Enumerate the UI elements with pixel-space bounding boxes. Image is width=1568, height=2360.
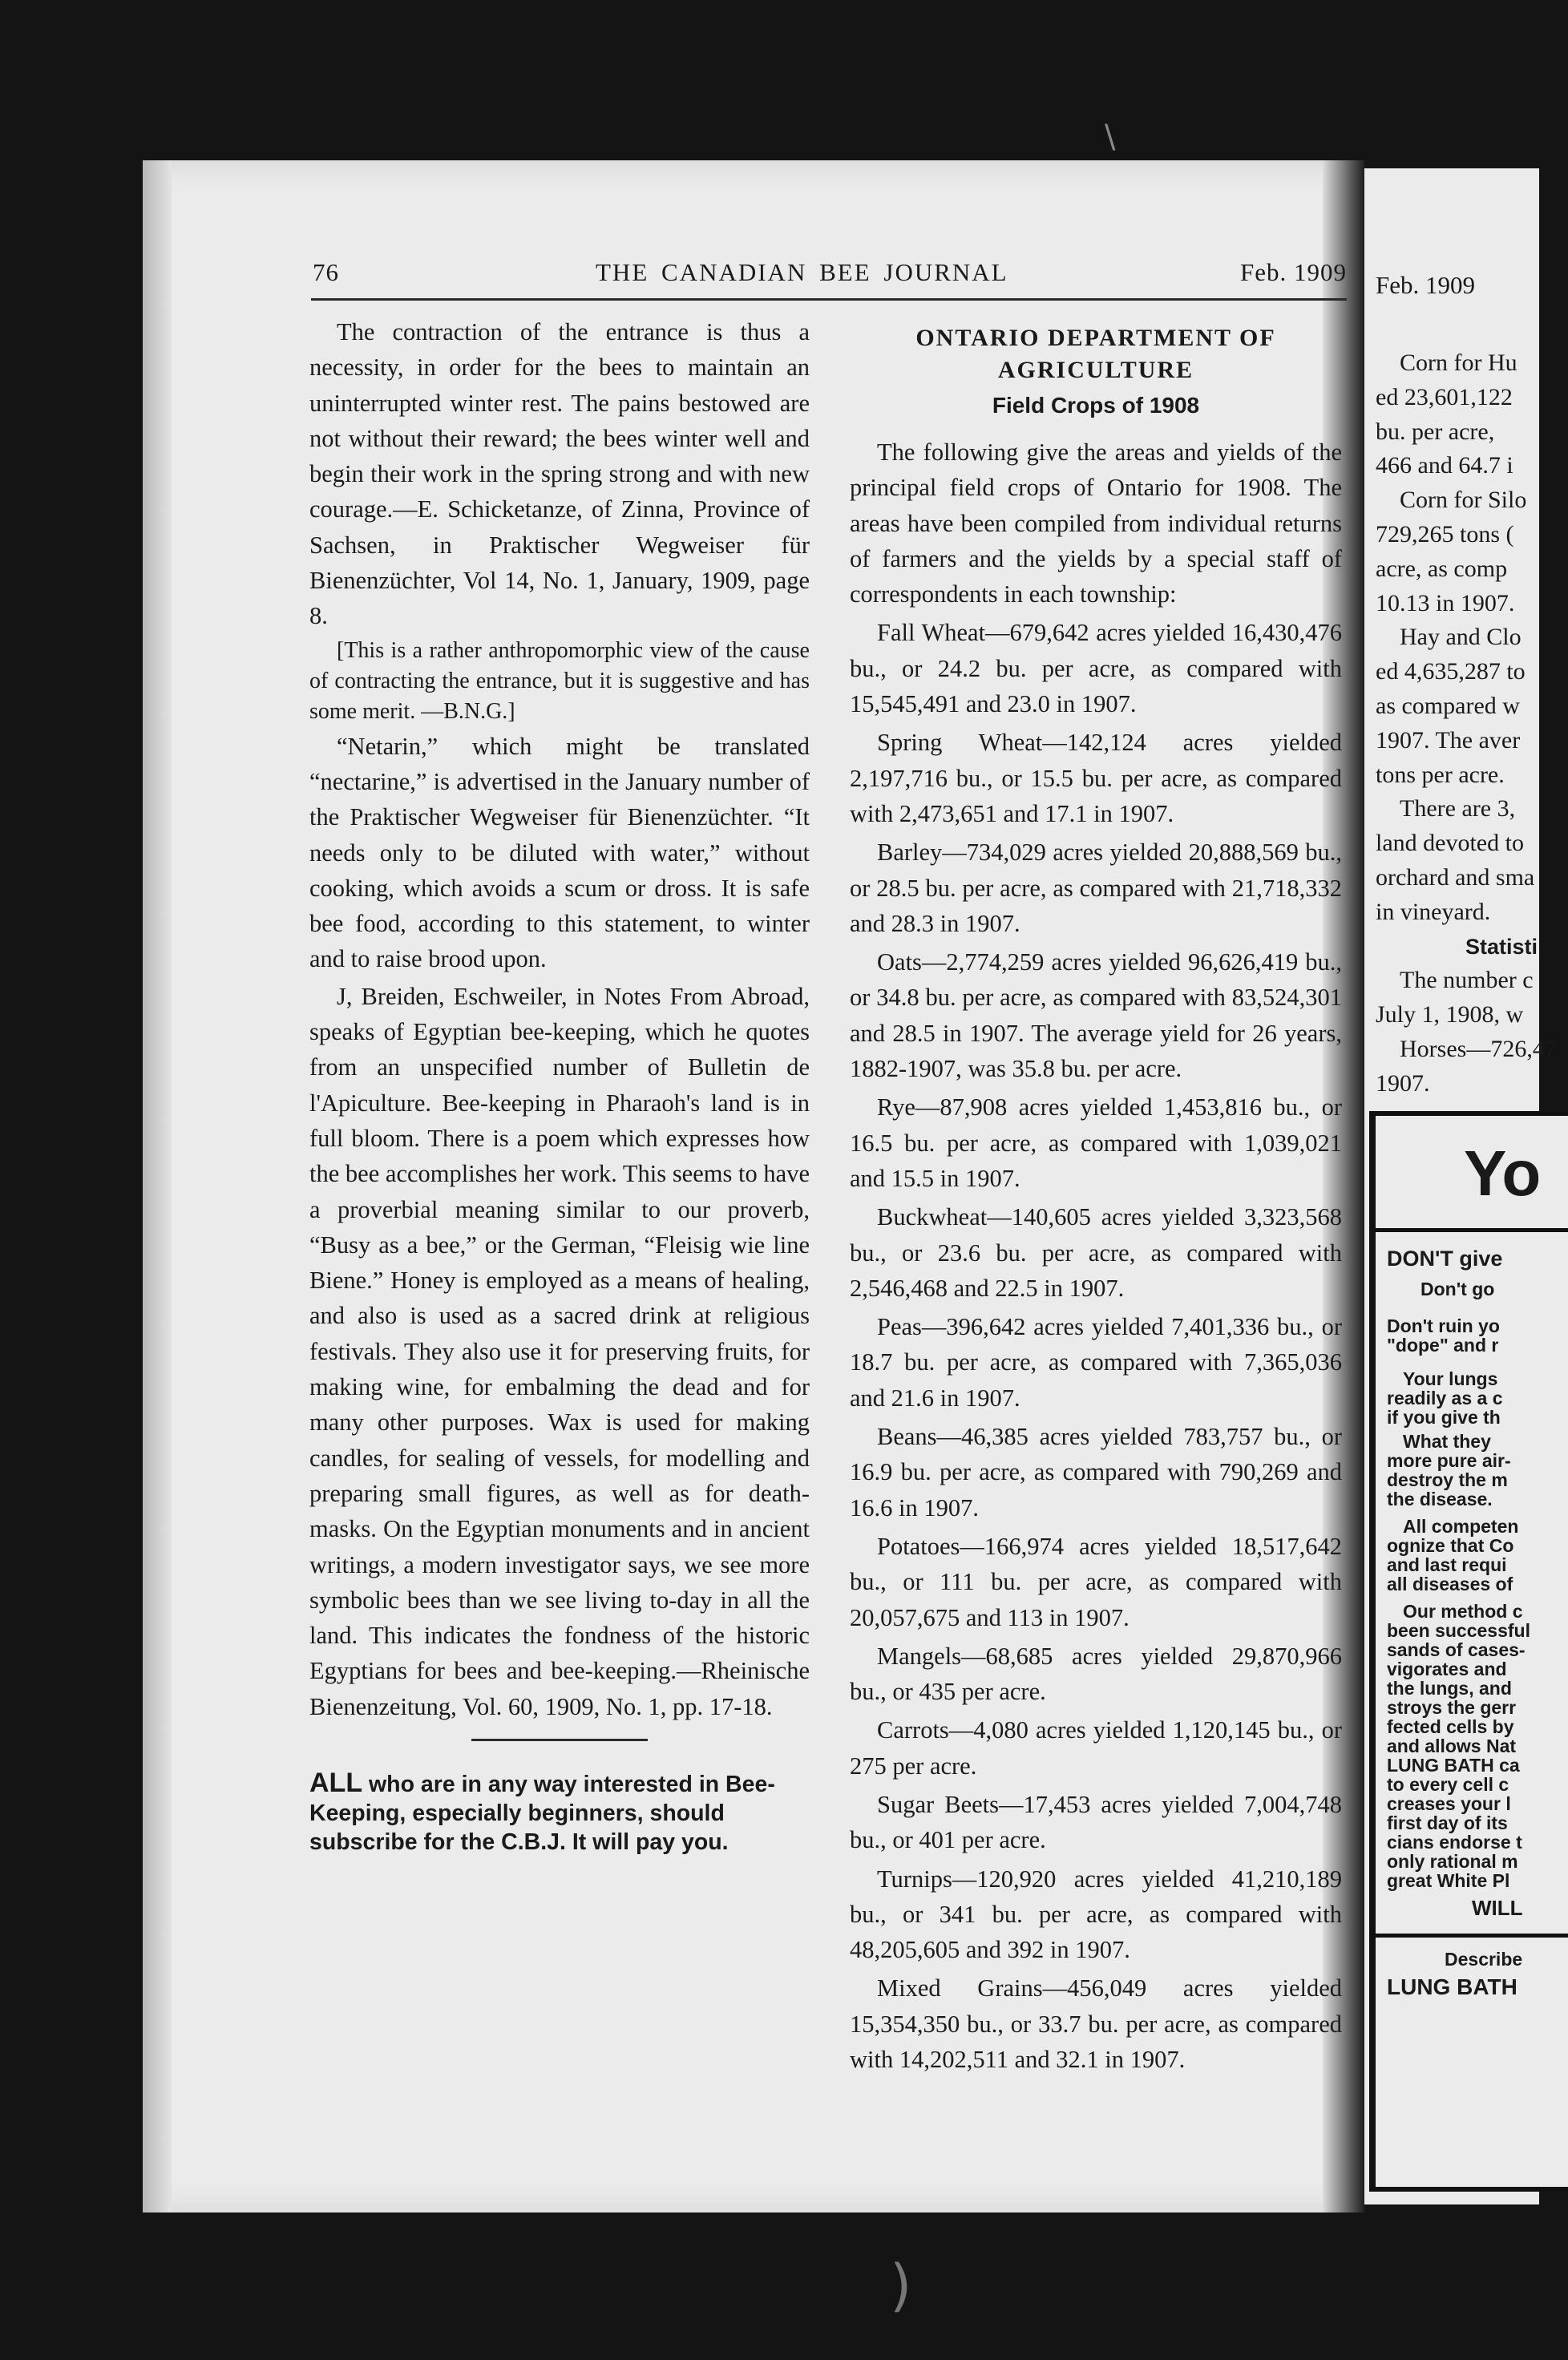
crop-entry: Mixed Grains—456,049 acres yielded 15,354,350 bu., or 33.7 bu. per acre, as compared with 14,202,511 and 32.1 in 1907.: [850, 1974, 1342, 2074]
text-line: as compared w: [1376, 692, 1520, 719]
ad-line: Don't go: [1420, 1279, 1495, 1299]
crop-entry: Peas—396,642 acres yielded 7,401,336 bu., or 18.7 bu. per acre, as compared with 7,365,036 and 21.6 in 1907.: [850, 1313, 1342, 1412]
text-line: 1907.: [1376, 1069, 1430, 1097]
ad-line: the disease.: [1387, 1489, 1493, 1509]
text-line: Corn for Silo: [1400, 487, 1527, 514]
text-line: ed 4,635,287 to: [1376, 658, 1526, 685]
text-line: July 1, 1908, w: [1376, 1001, 1524, 1028]
ad-line: all diseases of: [1387, 1574, 1513, 1594]
page-number: 76: [313, 258, 339, 286]
subscription-notice: [309, 1768, 810, 1857]
ad-line: more pure air-: [1387, 1450, 1511, 1471]
right-page-header: Feb. 1909: [1376, 271, 1475, 299]
advertisement-box: [1369, 1111, 1568, 2192]
ad-line: ognize that Co: [1387, 1535, 1514, 1556]
crop-entry: Buckwheat—140,605 acres yielded 3,323,568 bu., or 23.6 bu. per acre, as compared with 2,546,468 and 22.5 in 1907.: [850, 1203, 1342, 1302]
ad-line: cians endorse t: [1387, 1832, 1522, 1853]
ad-headline: Yo: [1464, 1138, 1542, 1209]
text-line: 729,265 tons (: [1376, 520, 1514, 548]
ad-line: Don't ruin yo: [1387, 1315, 1500, 1336]
ad-line: readily as a c: [1387, 1388, 1503, 1408]
ad-line: What they: [1403, 1431, 1491, 1452]
ad-rule: [1376, 1934, 1568, 1938]
article-paragraph: The contraction of the entrance is thus a necessity, in order for the bees to maintain an uninterrupted winter rest. The pains bestowed are not without their reward; the bees winter well and begin their work in the spring strong and with new courage.—E. Schicketanze, of Zinna, Province of Sachsen, in Praktischer Wegweiser für Bienenzüchter, Vol 14, No. 1, January, 1909, page 8.: [309, 318, 810, 630]
ad-line: and last requi: [1387, 1554, 1507, 1575]
crop-entry: Potatoes—166,974 acres yielded 18,517,642 bu., or 111 bu. per acre, as compared with 20,057,675 and 113 in 1907.: [850, 1532, 1342, 1631]
ad-line: destroy the m: [1387, 1469, 1508, 1490]
ad-line: only rational m: [1387, 1851, 1518, 1872]
section-subheading: Field Crops of 1908: [992, 393, 1200, 418]
right-column: [850, 322, 1342, 2080]
scan-mark: \: [1105, 119, 1116, 156]
section-heading: ONTARIO DEPARTMENT OF AGRICULTURE: [915, 325, 1276, 383]
ad-line: the lungs, and: [1387, 1678, 1512, 1699]
text-line: Horses—726,47: [1400, 1035, 1557, 1062]
ad-line: Describe: [1445, 1949, 1523, 1970]
text-line: Hay and Clo: [1400, 624, 1522, 651]
ad-line: great White Pl: [1387, 1870, 1510, 1891]
text-line: 1907. The aver: [1376, 726, 1521, 754]
text-line: acre, as comp: [1376, 555, 1508, 582]
ad-line: LUNG BATH ca: [1387, 1755, 1520, 1776]
ad-line: "dope" and r: [1387, 1335, 1499, 1356]
text-line: orchard and sma: [1376, 863, 1535, 891]
crop-entry: Spring Wheat—142,124 acres yielded 2,197,716 bu., or 15.5 bu. per acre, as compared with 2,473,651 and 17.1 in 1907.: [850, 729, 1342, 827]
crop-entry: Oats—2,774,259 acres yielded 96,626,419 bu., or 34.8 bu. per acre, as compared with 83,524,301 and 28.5 in 1907. The average yield for 26 years, 1882-1907, was 35.8 bu. per acre.: [850, 948, 1342, 1083]
text-line: land devoted to: [1376, 830, 1524, 857]
intro-paragraph: The following give the areas and yields of the principal field crops of Ontario for 1908. The areas have been compiled from individual returns of farmers and the yields by a special staff of correspondents in each township:: [850, 438, 1342, 608]
text-line: The number c: [1400, 967, 1534, 994]
text-line: tons per acre.: [1376, 761, 1505, 788]
editor-note: [This is a rather anthropomorphic view of the cause of contracting the entrance, but it is suggestive and has some merit. —B.N.G.]: [309, 637, 810, 724]
text-line: There are 3,: [1400, 795, 1516, 822]
ad-line: if you give th: [1387, 1407, 1501, 1428]
ad-line: first day of its: [1387, 1812, 1508, 1833]
section-rule: [471, 1739, 648, 1741]
stat-heading: Statisti: [1465, 934, 1538, 959]
ad-rule: [1376, 1228, 1568, 1232]
text-line: in vineyard.: [1376, 898, 1491, 925]
crop-entry: Beans—46,385 acres yielded 783,757 bu., or 16.9 bu. per acre, as compared with 790,269 and 16.6 in 1907.: [850, 1423, 1342, 1521]
ad-line: WILL: [1472, 1896, 1523, 1920]
ad-line: been successful: [1387, 1620, 1530, 1641]
ad-line: Our method c: [1403, 1601, 1523, 1622]
issue-date: Feb. 1909: [1240, 258, 1347, 286]
text-line: 466 and 64.7 i: [1376, 452, 1513, 479]
text-line: 10.13 in 1907.: [1376, 589, 1515, 616]
notice-text: who are in any way interested in Bee-Keeping, especially beginners, should subscribe for the C.B.J. It will pay you.: [309, 1771, 775, 1855]
page-edge: [143, 160, 172, 2212]
crop-entry: Carrots—4,080 acres yielded 1,120,145 bu., or 275 per acre.: [850, 1716, 1342, 1780]
ad-line: DON'T give: [1387, 1247, 1503, 1271]
crop-entry: Mangels—68,685 acres yielded 29,870,966 bu., or 435 per acre.: [850, 1642, 1342, 1706]
left-column: [309, 314, 810, 1858]
crop-entry: Rye—87,908 acres yielded 1,453,816 bu., or 16.5 bu. per acre, as compared with 1,039,021 and 15.5 in 1907.: [850, 1093, 1342, 1192]
article-paragraph: J, Breiden, Eschweiler, in Notes From Abroad, speaks of Egyptian bee-keeping, which he quotes from an unspecified number of Bulletin de l'Apiculture. Bee-keeping in Pharaoh's land is in full bloom. There is a poem which expresses how the bee accomplishes her work. This seems to have a proverbial meaning similar to our proverb, “Busy as a bee,” or the German, “Fleisig wie line Biene.” Honey is employed as a means of healing, and also is used as a sacred drink at religious festivals. They also use it for preserving fruits, for making wine, for embalming the dead and for many other purposes. Wax is used for making candles, for sealing of vessels, for modelling and preparing small figures, as well as for death-masks. On the Egyptian monuments and in ancient writings, a modern investigator says, we see more symbolic bees than we see living to-day in all the land. This indicates the fondness of the historic Egyptians for bees and bee-keeping.—Rheinische Bienenzeitung, Vol. 60, 1909, No. 1, pp. 17-18.: [309, 982, 810, 1720]
ad-line: sands of cases-: [1387, 1639, 1526, 1660]
crop-entry: Fall Wheat—679,642 acres yielded 16,430,476 bu., or 24.2 bu. per acre, as compared with 15,545,491 and 23.0 in 1907.: [850, 619, 1342, 718]
ad-line: to every cell c: [1387, 1774, 1509, 1795]
ad-line: creases your l: [1387, 1793, 1511, 1814]
scan-mark: ): [890, 2253, 912, 2318]
ad-line: vigorates and: [1387, 1659, 1507, 1679]
journal-title: THE CANADIAN BEE JOURNAL: [596, 258, 1008, 286]
header-rule: [311, 298, 1347, 301]
ad-line: All competen: [1403, 1516, 1519, 1537]
ad-line: and allows Nat: [1387, 1736, 1517, 1756]
text-line: Corn for Hu: [1400, 350, 1517, 376]
article-paragraph: “Netarin,” which might be translated “nectarine,” is advertised in the January number of the Praktischer Wegweiser für Bienenzüchter. “It needs only to be diluted with water,” without cooking, which avoids a scum or dross. It is safe bee food, according to this statement, to winter and to raise brood upon.: [309, 732, 810, 973]
ad-line: Your lungs: [1403, 1368, 1498, 1389]
crop-entry: Sugar Beets—17,453 acres yielded 7,004,748 bu., or 401 per acre.: [850, 1790, 1342, 1854]
notice-lead-word: ALL: [309, 1767, 363, 1798]
crop-entry: Barley—734,029 acres yielded 20,888,569 bu., or 28.5 bu. per acre, as compared with 21,718,332 and 28.3 in 1907.: [850, 839, 1342, 937]
right-page-text: [1376, 346, 1568, 1101]
text-line: ed 23,601,122: [1376, 383, 1513, 410]
crop-entry: Turnips—120,920 acres yielded 41,210,189 bu., or 341 bu. per acre, as compared with 48,205,605 and 392 in 1907.: [850, 1865, 1342, 1964]
ad-line: fected cells by: [1387, 1716, 1514, 1737]
ad-line: stroys the gerr: [1387, 1697, 1517, 1718]
right-page-partial: [1364, 168, 1557, 2204]
text-line: bu. per acre,: [1376, 418, 1495, 445]
ad-line: LUNG BATH: [1387, 1974, 1517, 1999]
running-header: [313, 258, 1347, 293]
